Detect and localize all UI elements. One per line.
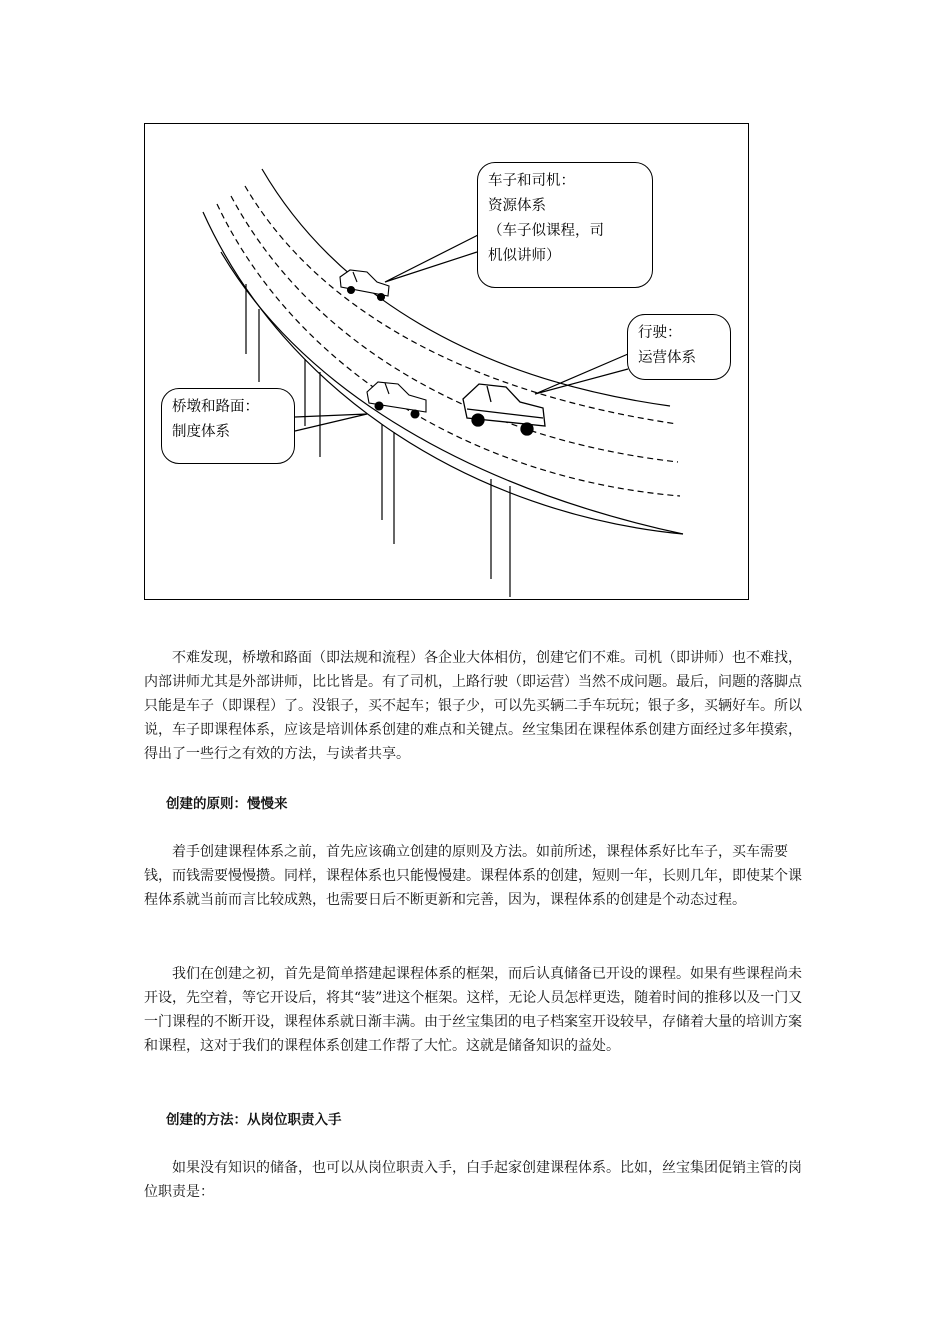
paragraph-text: 着手创建课程体系之前，首先应该确立创建的原则及方法。如前所述，课程体系好比车子，买车需要钱，而钱需要慢慢攒。同样，课程体系也只能慢慢建。课程体系的创建，短则一年，长则几年，即使某个课程体系就当前而言比较成熟，也需要日后不断更新和完善，因为，课程体系的创建是个动态过程。: [144, 844, 802, 908]
heading-method: 创建的方法：从岗位职责入手: [166, 1112, 342, 1128]
bubble-operation: [627, 314, 731, 380]
bubble-pointer: [295, 414, 367, 431]
bubble-line: 制度体系: [172, 424, 230, 440]
bubble-line: 行驶：: [638, 325, 682, 341]
paragraph-2: [144, 840, 809, 912]
bubble-line: 机似讲师）: [488, 248, 561, 264]
heading-principle: 创建的原则：慢慢来: [166, 796, 288, 812]
bubble-pointer: [535, 354, 628, 394]
car-icon: [367, 382, 426, 418]
paragraph-4: [144, 1156, 809, 1204]
paragraph-text: 我们在创建之初，首先是简单搭建起课程体系的框架，而后认真储备已开设的课程。如果有些课程尚未开设，先空着，等它开设后，将其“装”进这个框架。这样，无论人员怎样更迭，随着时间的推移以及一门又一门课程的不断开设，课程体系就日渐丰满。由于丝宝集团的电子档案室开设较早，存储着大量的培训方案和课程，这对于我们的课程体系创建工作帮了大忙。这就是储备知识的益处。: [144, 966, 803, 1054]
paragraph-text: 如果没有知识的储备，也可以从岗位职责入手，白手起家创建课程体系。比如，丝宝集团促销主管的岗位职责是：: [144, 1160, 802, 1200]
car-icon: [340, 270, 389, 301]
bubble-resources: [477, 162, 653, 288]
bubble-pointer: [385, 234, 480, 282]
bubble-system: [161, 388, 295, 464]
bubble-line: （车子似课程，司: [488, 223, 604, 239]
paragraph-3: [144, 962, 809, 1058]
bubble-line: 车子和司机：: [488, 173, 575, 189]
highway-diagram: [144, 123, 749, 600]
paragraph-1: [144, 646, 809, 766]
bubble-line: 桥墩和路面：: [172, 399, 259, 415]
bubble-line: 运营体系: [638, 350, 696, 366]
bubble-line: 资源体系: [488, 198, 546, 214]
paragraph-text: 不难发现，桥墩和路面（即法规和流程）各企业大体相仿，创建它们不难。司机（即讲师）也不难找，内部讲师尤其是外部讲师，比比皆是。有了司机，上路行驶（即运营）当然不成问题。最后，问题的落脚点只能是车子（即课程）了。没银子，买不起车；银子少，可以先买辆二手车玩玩；银子多，买辆好车。所以说，车子即课程体系，应该是培训体系创建的难点和关键点。丝宝集团在课程体系创建方面经过多年摸索，得出了一些行之有效的方法，与读者共享。: [144, 650, 802, 762]
